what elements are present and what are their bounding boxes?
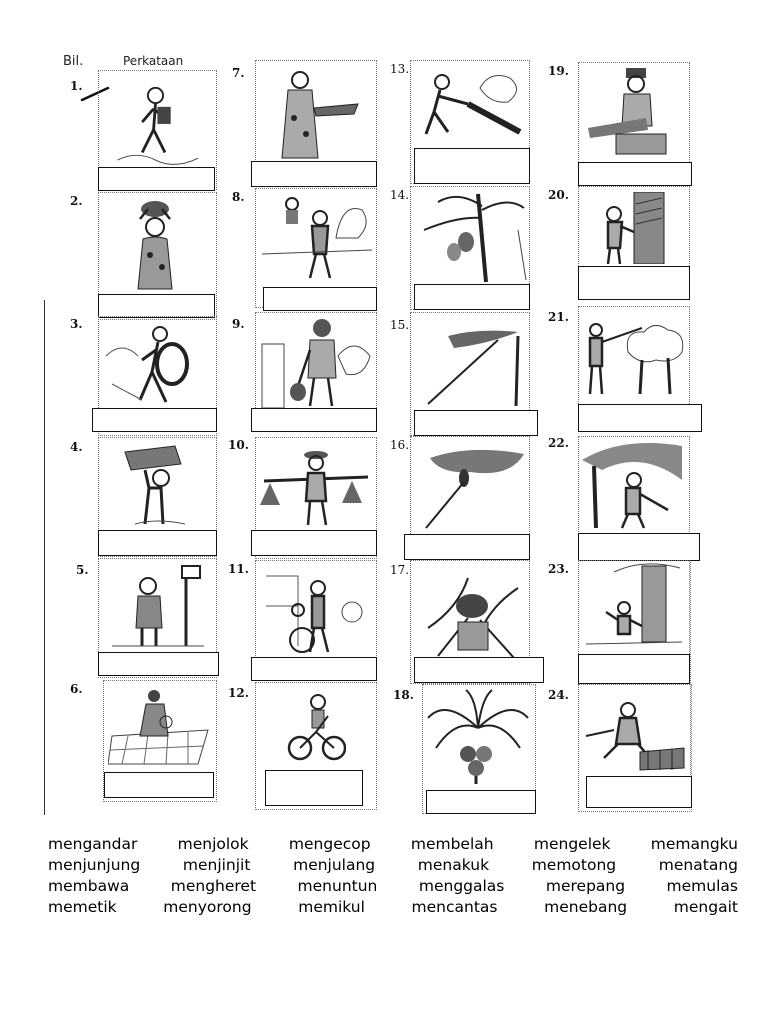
item-number-1: 1. <box>70 79 83 93</box>
word-bank-word: mengandar <box>48 835 138 853</box>
word-bank-word: memikul <box>298 898 365 916</box>
item-number-6: 6. <box>70 682 83 696</box>
word-bank-word: menjinjit <box>182 856 251 874</box>
picture-woman-holding-baby-icon <box>108 686 210 766</box>
picture-woman-carrying-bag-icon <box>258 316 373 408</box>
answer-box-5[interactable] <box>98 652 219 676</box>
item-number-4: 4. <box>70 440 83 454</box>
item-number-12: 12. <box>228 686 249 700</box>
answer-box-17[interactable] <box>414 657 544 683</box>
item-number-21: 21. <box>548 310 569 324</box>
picture-man-pushing-wheelchair-icon <box>262 566 372 654</box>
word-bank-word: mengecop <box>288 835 371 853</box>
item-number-8: 8. <box>232 190 245 204</box>
word-bank-word: memetik <box>48 898 117 916</box>
word-bank-word: menjolok <box>177 835 249 853</box>
picture-palm-fruit-bunch-icon <box>418 568 526 658</box>
picture-man-carrying-baskets-icon <box>260 447 370 527</box>
picture-boy-riding-bicycle-icon <box>286 692 346 762</box>
item-number-13: 13. <box>390 62 410 76</box>
item-number-23: 23. <box>548 562 569 576</box>
item-number-2: 2. <box>70 194 83 208</box>
word-bank-word: menjunjung <box>48 856 141 874</box>
picture-man-dragging-log-icon <box>420 68 525 138</box>
answer-box-12[interactable] <box>265 770 363 806</box>
item-number-22: 22. <box>548 436 569 450</box>
picture-man-tapping-rubber-icon <box>590 192 680 264</box>
word-bank <box>48 834 738 918</box>
item-number-11: 11. <box>228 562 249 576</box>
word-bank-word: menuntun <box>297 877 378 895</box>
answer-box-19[interactable] <box>578 162 692 186</box>
word-bank-row <box>48 897 738 918</box>
answer-box-9[interactable] <box>251 408 377 432</box>
answer-box-13[interactable] <box>414 148 530 184</box>
picture-man-carrying-child-icon <box>262 194 372 282</box>
item-number-10: 10. <box>228 438 249 452</box>
word-bank-row <box>48 855 738 876</box>
picture-pole-hooking-fruit-icon <box>420 444 528 530</box>
word-bank-word: merepang <box>545 877 626 895</box>
picture-man-pruning-trees-icon <box>584 316 686 396</box>
word-bank-word: memulas <box>666 877 738 895</box>
word-bank-word: menyorong <box>163 898 252 916</box>
word-bank-word: memotong <box>531 856 617 874</box>
answer-box-20[interactable] <box>578 266 690 300</box>
item-number-7: 7. <box>232 66 245 80</box>
item-number-5: 5. <box>76 563 89 577</box>
bil-header: Bil. <box>63 54 84 69</box>
picture-papaya-tree-icon <box>418 190 528 285</box>
picture-woman-carrying-tray-icon <box>270 68 360 160</box>
answer-box-6[interactable] <box>104 772 214 798</box>
item-number-24: 24. <box>548 688 569 702</box>
word-bank-word: mengait <box>673 898 738 916</box>
word-bank-word: memangku <box>650 835 738 853</box>
answer-box-14[interactable] <box>414 284 530 310</box>
answer-box-18[interactable] <box>426 790 536 814</box>
picture-boy-walking-icon <box>108 78 203 168</box>
picture-pole-in-tree-icon <box>418 326 526 408</box>
answer-box-15[interactable] <box>414 410 538 436</box>
picture-man-carrying-sack-icon <box>115 442 200 527</box>
word-bank-word: mengheret <box>170 877 257 895</box>
answer-box-1[interactable] <box>98 167 215 191</box>
item-number-19: 19. <box>548 64 569 78</box>
perkataan-header: Perkataan <box>123 54 184 68</box>
answer-box-16[interactable] <box>404 534 530 560</box>
item-number-16: 16. <box>390 438 410 452</box>
word-bank-word: menggalas <box>418 877 505 895</box>
word-bank-row <box>48 876 738 897</box>
picture-man-sawing-wood-icon <box>586 66 686 156</box>
word-bank-word: menatang <box>658 856 738 874</box>
answer-box-2[interactable] <box>98 294 215 318</box>
picture-boy-carrying-tyre-icon <box>102 320 212 410</box>
answer-box-21[interactable] <box>578 404 702 432</box>
answer-box-10[interactable] <box>251 530 377 556</box>
word-bank-word: membelah <box>410 835 494 853</box>
answer-box-4[interactable] <box>98 530 217 556</box>
item-number-20: 20. <box>548 188 569 202</box>
picture-coconut-tree-icon <box>426 688 530 784</box>
item-number-18: 18. <box>393 688 414 702</box>
answer-box-11[interactable] <box>251 657 377 681</box>
picture-man-splitting-wood-icon <box>584 696 688 776</box>
answer-box-7[interactable] <box>251 161 377 187</box>
answer-box-24[interactable] <box>586 776 692 808</box>
word-bank-row <box>48 834 738 855</box>
word-bank-word: menakuk <box>417 856 490 874</box>
answer-box-8[interactable] <box>263 287 377 311</box>
answer-box-3[interactable] <box>92 408 217 432</box>
answer-box-22[interactable] <box>578 533 700 561</box>
item-number-9: 9. <box>232 317 245 331</box>
item-number-17: 17. <box>390 563 410 577</box>
margin-line <box>44 300 45 815</box>
item-number-14: 14. <box>390 188 410 202</box>
word-bank-word: mengelek <box>533 835 611 853</box>
answer-box-23[interactable] <box>578 654 690 684</box>
word-bank-word: mencantas <box>411 898 498 916</box>
picture-child-by-signboard-icon <box>108 562 208 650</box>
word-bank-word: menjulang <box>293 856 376 874</box>
picture-man-with-parang-icon <box>582 440 686 530</box>
word-bank-word: membawa <box>48 877 130 895</box>
word-bank-word: menebang <box>544 898 628 916</box>
picture-girl-carrying-basket-icon <box>110 197 200 292</box>
picture-man-felling-tree-icon <box>584 562 684 648</box>
item-number-3: 3. <box>70 317 83 331</box>
item-number-15: 15. <box>390 318 410 332</box>
